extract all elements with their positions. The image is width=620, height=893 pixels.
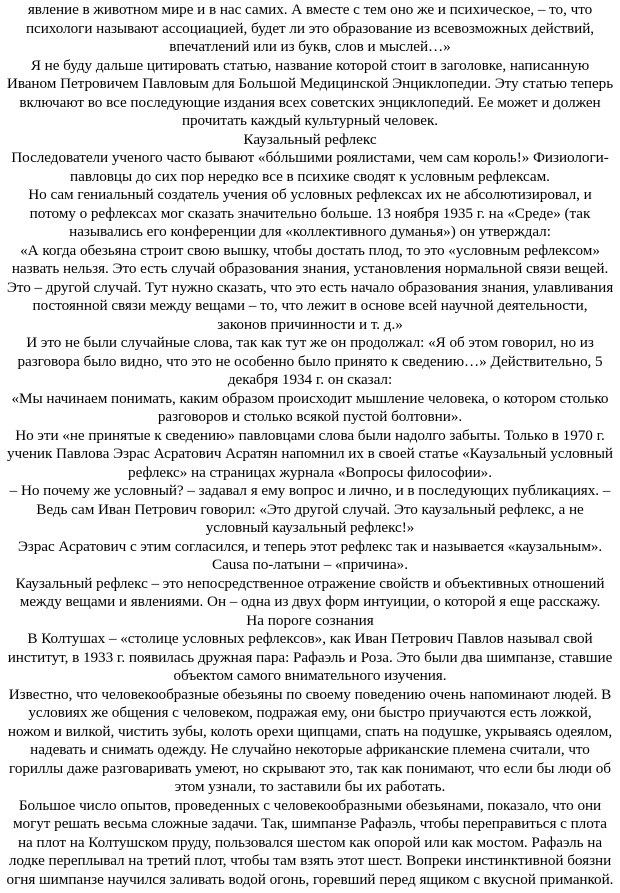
- paragraph-5: И это не были случайные слова, так как тут же он продолжал: «Я об этом говорил, но из разговора было видно, что это не особенно было принято к сведению…» Действительно, 5 декабря 1934 г. он сказал:: [17, 334, 603, 388]
- paragraph-12: Большое число опытов, проведенных с человекообразными обезьянами, показало, что они могут решать весьма сложные задачи. Так, шимпанзе Рафаэль, чтобы переправиться с плота на плот на Колтушском пруду, пользовался шестом как опорой или как мостом. Рафаэль на лодке переплывал на третий плот, чтобы там взять этот шест. Вопреки инстинктивной боязни огня шимпанзе научился заливать водой огонь, горевший перед ящиком с вкусной приманкой.: [6, 796, 614, 888]
- paragraph-2: Я не буду дальше цитировать статью, название которой стоит в заголовке, написанную Иваном Петровичем Павловым для Большой Медицинской Энциклопедии. Эту статью теперь включают во все последующие издания всех советских энциклопедий. Ее может и должен прочитать каждый культурный человек.: [6, 56, 614, 129]
- paragraph-9: Каузальный рефлекс – это непосредственное отражение свойств и объективных отношений между вещами и явлениями. Он – одна из двух форм интуиции, о которой я еще расскажу.: [15, 574, 605, 610]
- paragraph-6: Но эти «не принятые к сведению» павловцами слова были надолго забыты. Только в 1970 г. ученик Павлова Эзрас Асратович Асратян напомнил их в своей статье «Каузальный условный рефлекс» на страницах журнала «Вопросы философии».: [7, 426, 613, 481]
- paragraph-7: – Но почему же условный? – задавал я ему вопрос и лично, и в последующих публикациях. – Ведь сам Иван Петрович говорил: «Это другой случай. Это каузальный рефлекс, а не условный каузальный рефлекс!»: [9, 482, 611, 536]
- paragraph-8: Эзрас Асратович с этим согласился, и теперь этот рефлекс так и называется «каузальным». Causa по-латыни – «причина».: [17, 537, 603, 573]
- quote-paragraph-1: «А когда обезьяна строит свою вышку, чтобы достать плод, то это «условным рефлексом» назвать нельзя. Это есть случай образования знания, установления нормальной связи вещей. Это – другой случай. Тут нужно сказать, что это есть начало образования знания, улавливания постоянной связи между вещами – то, что лежит в основе всей научной деятельности, законов причинности и т. д.»: [6, 241, 614, 333]
- paragraph-10: В Колтушах – «столице условных рефлексов», как Иван Петрович Павлов называл свой институт, в 1933 г. появилась дружная пара: Рафаэль и Роза. Это были два шимпанзе, ставшие объектом самого внимательного изучения.: [7, 630, 613, 684]
- section-heading-causal-reflex: Каузальный рефлекс: [243, 130, 377, 148]
- paragraph-11: Известно, что человекообразные обезьяны по своему поведению очень напоминают людей. В условиях же общения с человеком, подражая ему, они быстро приучаются есть ложкой, ножом и вилкой, чистить зубы, колоть орехи щипцами, спать на подушке, укрываясь одеялом, надевать и снимать одежду. Не случайно некоторые африканские племена считали, что гориллы даже разговаривать умеют, но скрывают это, так как понимают, что если бы люди об этом узнали, то заставили бы их работать.: [7, 685, 613, 795]
- section-heading-threshold: На пороге сознания: [246, 611, 374, 629]
- paragraph-1: явление в животном мире и в нас самих. А вместе с тем оно же и психическое, – то, что психологи называют ассоциацией, будет ли это образование из всевозможных действий, впечатлений или из букв, слов и мыслей…»: [25, 1, 595, 55]
- paragraph-4: Но сам гениальный создатель учения об условных рефлексах их не абсолютизировал, и потому о рефлексах мог сказать значительно больше. 13 ноября 1935 г. на «Среде» (так назывались его конференции для «коллективного думанья») он утверждал:: [28, 186, 592, 240]
- paragraph-3: Последователи ученого часто бывают «бóльшими роялистами, чем сам король!» Физиологи-павловцы до сих пор нередко все в психике сводят к условным рефлексам.: [11, 149, 609, 185]
- quote-paragraph-2: «Мы начинаем понимать, каким образом происходит мышление человека, о котором столько разговоров и столько всякой пустой болтовни».: [11, 389, 609, 425]
